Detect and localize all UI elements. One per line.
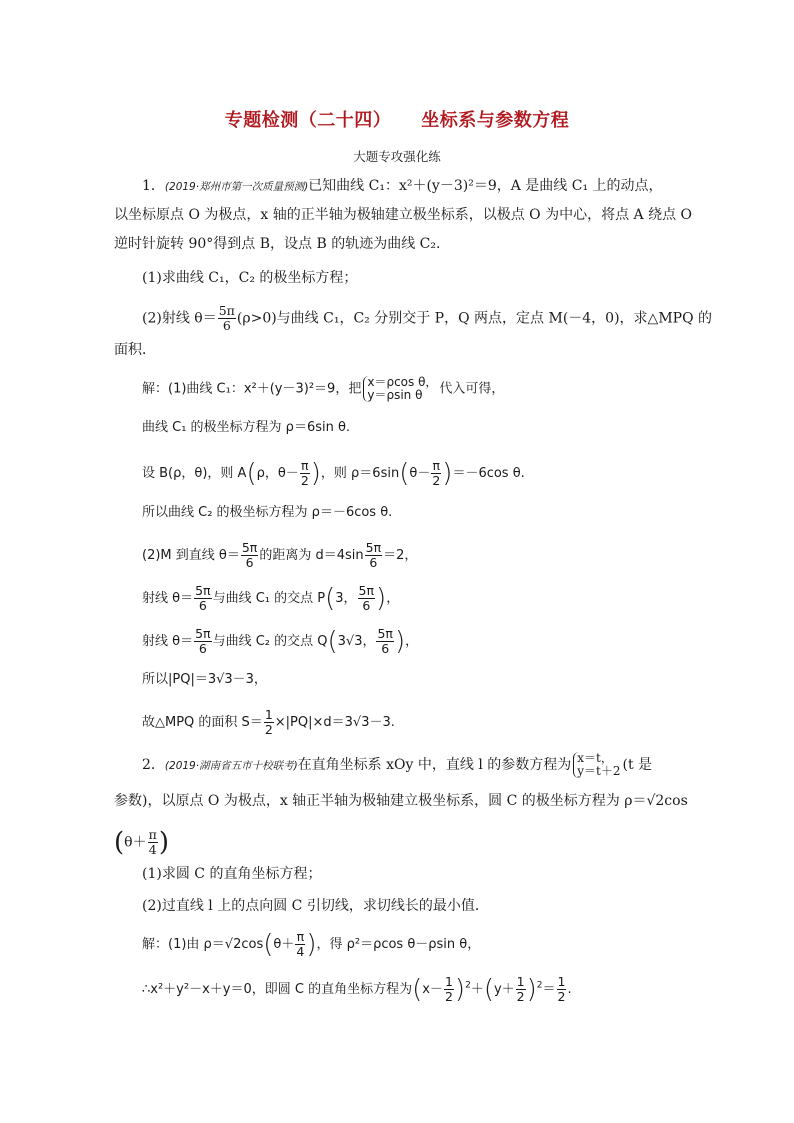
p1-s1-pre: 解：(1)曲线 C₁：x²＋(y－3)²＝9，把	[142, 381, 362, 397]
p2-stem-system	[573, 752, 620, 778]
frac-den: 2	[432, 473, 441, 488]
frac-den: 6	[245, 555, 254, 570]
p1-solution-line4: 所以曲线 C₂ 的极坐标方程为 ρ＝－6cos θ.	[142, 505, 393, 520]
p1-s6-frac1	[194, 584, 211, 613]
p1-s9-post: ×|PQ|×d＝3√3－3.	[274, 715, 395, 730]
frac-num: 5π	[195, 626, 211, 641]
sys-row1: x＝t，	[577, 751, 613, 765]
p2-s2-plus: ＋	[470, 982, 484, 997]
frac-num: 5π	[365, 540, 382, 555]
p1-solution-line3: 设 B(ρ，θ)，则 A(ρ，θ－ $\frac{\pi}{2}$ )，则 ρ＝6sin(θ－ $\frac{\pi}{2}$ )＝－6cos θ.	[142, 458, 525, 489]
p2-s2-frac1	[444, 975, 454, 1004]
frac-den: 6	[381, 641, 390, 656]
p2-s2-frac2	[516, 975, 526, 1004]
p2-stem3-frac	[148, 828, 158, 857]
p1-s7-mid: 与曲线 C₂ 的交点 Q	[212, 634, 328, 649]
p1-s6-pre: 射线 θ＝	[142, 591, 194, 606]
page-title	[0, 106, 794, 132]
p2-stem-line1	[142, 752, 652, 778]
p1-s5-frac2	[365, 541, 382, 570]
p1-question2-line2: 面积．	[114, 342, 156, 358]
frac-num: 1	[557, 974, 566, 989]
p1-source: (2019·郑州市第一次质量预测)	[164, 181, 309, 193]
p1-stem-text1: 已知曲线 C₁：x²＋(y－3)²＝9，A 是曲线 C₁ 上的动点，	[308, 178, 663, 194]
p1-s5-mid: 的距离为 d＝4sin	[259, 548, 364, 563]
p1-number: 1．	[142, 178, 165, 194]
p2-question2: (2)过直线 l 上的点向圆 C 引切线，求切线长的最小值．	[142, 898, 489, 914]
p2-solution-line2: ∴x²＋y²－x＋y＝0，即圆 C 的直角坐标方程为(x－ $\frac{1}{2}$ )$^2$＋(y＋ $\frac{1}{2}$ )$^2$＝ $\frac{1}{2}$ .	[142, 974, 572, 1005]
p1-q2-post: (ρ>0)与曲线 C₁，C₂ 分别交于 P，Q 两点，定点 M(－4，0)，求△MPQ 的	[236, 310, 713, 327]
frac-den: 2	[516, 989, 525, 1004]
frac-num: 5π	[195, 583, 211, 598]
frac-num: 5π	[377, 626, 393, 641]
p1-s3-frac1	[300, 459, 310, 488]
frac-num: π	[148, 827, 157, 842]
p2-s2-post: .	[567, 982, 572, 997]
p1-s9-pre: 故△MPQ 的面积 S＝	[142, 715, 263, 730]
sys-row2: y＝t＋2	[577, 764, 621, 778]
frac-den: 6	[222, 318, 231, 333]
p2-s2-frac3	[557, 975, 567, 1004]
p2-source: (2019·湖南省五市十校联考)	[164, 760, 298, 772]
p1-s1-system	[363, 376, 437, 402]
p2-stem-line3: (θ＋ $\frac{\pi}{4}$ )	[114, 827, 169, 858]
frac-den: 6	[369, 555, 378, 570]
frac-den: 4	[148, 842, 157, 857]
frac-num: π	[301, 458, 309, 473]
p1-q2-pre: (2)射线 θ＝	[142, 310, 217, 327]
p1-solution-line8: 所以|PQ|＝3√3－3，	[142, 672, 267, 687]
p1-s7-post: ，	[405, 634, 419, 649]
p1-s6-val: 3，	[335, 591, 357, 606]
p1-s7-pre: 射线 θ＝	[142, 634, 194, 649]
p1-s6-post: ，	[386, 591, 400, 606]
p1-s6-frac2	[358, 584, 375, 613]
frac-den: 6	[362, 598, 371, 613]
frac-num: π	[432, 458, 441, 473]
p1-solution-line2: 曲线 C₁ 的极坐标方程为 ρ＝6sin θ.	[142, 420, 351, 435]
page-subtitle: 大题专攻强化练	[353, 149, 441, 164]
p1-s3-b: θ－	[409, 466, 431, 481]
p1-s6-mid: 与曲线 C₁ 的交点 P	[212, 591, 326, 606]
p1-s1-post: 代入可得，	[439, 381, 505, 397]
p1-solution-line1	[142, 376, 504, 402]
frac-den: 4	[296, 944, 305, 959]
p1-s3-mid: ，则 ρ＝6sin	[320, 466, 400, 481]
sys-row2: y＝ρsin θ	[367, 388, 423, 402]
p1-question2	[142, 304, 712, 333]
title-part-b: 坐标系与参数方程	[421, 110, 570, 131]
p2-s2-sq1: 2	[465, 980, 471, 991]
frac-num: 5π	[241, 540, 258, 555]
p2-solution-line1: 解：(1)由 ρ＝√2cos(θ＋ $\frac{\pi}{4}$ )，得 ρ²＝ρcos θ－ρsin θ，	[142, 929, 481, 960]
p1-s5-pre: (2)M 到直线 θ＝	[142, 548, 240, 563]
frac-den: 2	[300, 473, 309, 488]
p2-s2-pre: ∴x²＋y²－x＋y＝0，即圆 C 的直角坐标方程为	[142, 982, 413, 997]
p2-stem3-a: θ＋	[124, 834, 147, 851]
frac-num: 1	[264, 707, 273, 722]
p2-s2-a: x－	[422, 982, 443, 997]
frac-den: 6	[198, 598, 207, 613]
frac-den: 6	[198, 641, 207, 656]
frac-den: 2	[264, 722, 273, 737]
p1-question1: (1)求曲线 C₁，C₂ 的极坐标方程；	[142, 270, 358, 286]
p1-s9-frac	[264, 708, 274, 737]
p2-s1-pre: 解：(1)由 ρ＝√2cos	[142, 937, 264, 952]
p1-stem-line2: 以坐标原点 O 为极点，x 轴的正半轴为极轴建立极坐标系，以极点 O 为中心，将点 A 绕点 O	[114, 207, 693, 223]
title-part-a: 专题检测（二十四）	[224, 110, 392, 131]
p2-stem-post: (t 是	[622, 757, 653, 773]
p2-s2-eq: ＝	[542, 982, 556, 997]
p1-s3-a: ρ，θ－	[256, 466, 299, 481]
p2-stem-pre: 在直角坐标系 xOy 中，直线 l 的参数方程为	[297, 757, 572, 773]
p1-s3-post: ＝－6cos θ.	[452, 466, 525, 481]
frac-den: 2	[444, 989, 453, 1004]
p1-s7-frac1	[194, 627, 211, 656]
p1-q2-frac	[218, 304, 236, 333]
frac-num: 1	[516, 974, 525, 989]
frac-num: 5π	[358, 583, 375, 598]
p2-s2-sq2: 2	[536, 980, 543, 991]
p1-solution-line5	[142, 541, 417, 570]
p1-stem-line3: 逆时针旋转 90°得到点 B，设点 B 的轨迹为曲线 C₂.	[114, 236, 441, 252]
p1-s3-pre: 设 B(ρ，θ)，则 A	[142, 466, 247, 481]
p2-s1-a: θ＋	[273, 937, 295, 952]
frac-num: π	[296, 929, 305, 944]
p2-s2-b: y＋	[493, 982, 515, 997]
p2-question1: (1)求圆 C 的直角坐标方程；	[142, 866, 322, 882]
p1-stem-line1	[142, 176, 663, 197]
p1-s3-frac2	[431, 459, 441, 488]
p1-solution-line6: 射线 θ＝ $\frac{5\pi}{6}$ 与曲线 C₁ 的交点 P(3， $\frac{5\pi}{6}$ )，	[142, 583, 400, 614]
p1-s5-post: ＝2，	[383, 548, 418, 563]
frac-den: 2	[557, 989, 566, 1004]
p2-stem-line2: 参数)，以原点 O 为极点，x 轴正半轴为极轴建立极坐标系，圆 C 的极坐标方程为 ρ＝√2cos	[114, 793, 688, 809]
sys-row1: x＝ρcos θ，	[367, 375, 438, 389]
p2-s1-frac	[295, 930, 305, 959]
p1-solution-line9	[142, 708, 395, 737]
p2-number: 2．	[142, 757, 165, 773]
p1-s7-val: 3√3，	[337, 634, 376, 649]
p1-s7-frac2	[376, 627, 393, 656]
p1-s5-frac1	[241, 541, 258, 570]
frac-num: 5π	[218, 303, 235, 318]
frac-num: 1	[444, 974, 453, 989]
p2-s1-post: ，得 ρ²＝ρcos θ－ρsin θ，	[316, 937, 481, 952]
p1-solution-line7: 射线 θ＝ $\frac{5\pi}{6}$ 与曲线 C₂ 的交点 Q(3√3， $\frac{5\pi}{6}$ )，	[142, 626, 419, 657]
